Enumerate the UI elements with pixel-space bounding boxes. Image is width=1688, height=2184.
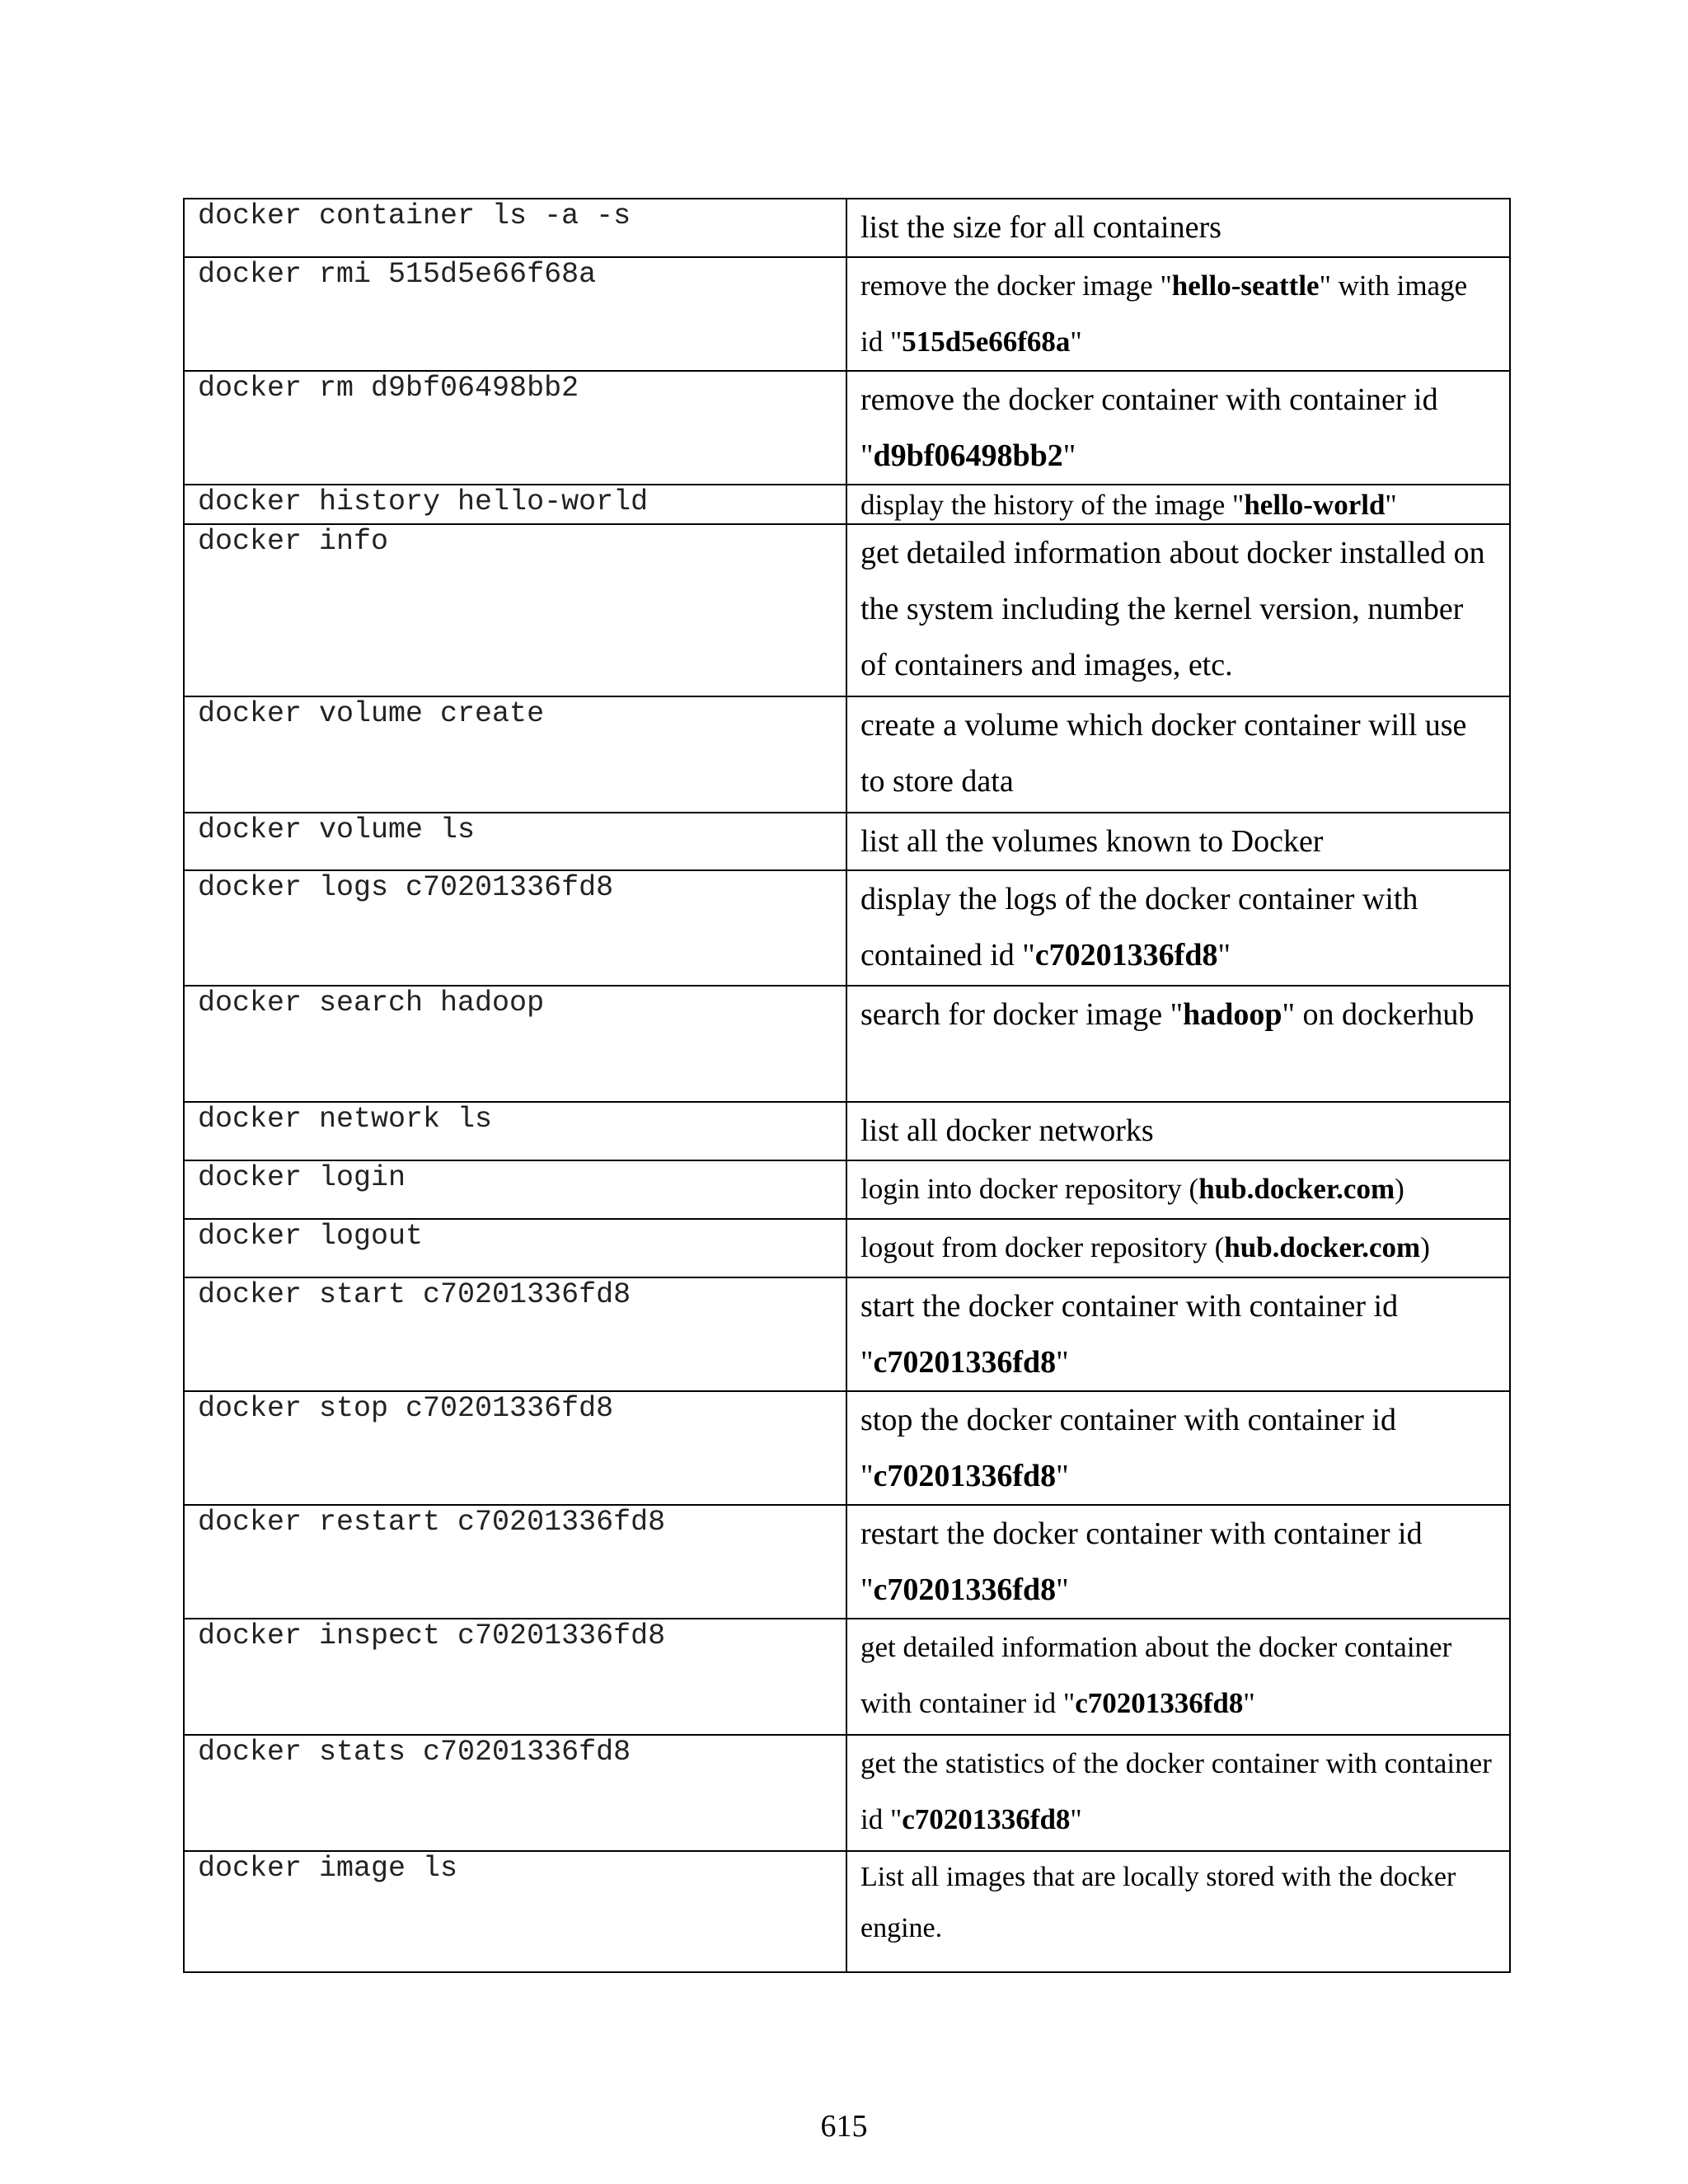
table-row	[184, 257, 1510, 371]
bold-identifier: c70201336fd8	[873, 1572, 1057, 1607]
description-text: )	[1395, 1173, 1404, 1205]
table-row	[184, 986, 1510, 1102]
description-text: logout from docker repository (	[860, 1231, 1225, 1263]
table-row	[184, 371, 1510, 485]
description-text: "	[1056, 1345, 1069, 1380]
description-cell	[846, 1102, 1510, 1160]
description-cell	[846, 485, 1510, 524]
command-cell: docker rmi 515d5e66f68a	[184, 257, 846, 371]
table-row	[184, 870, 1510, 986]
description-text: search for docker image "	[860, 997, 1184, 1032]
bold-identifier: d9bf06498bb2	[873, 438, 1063, 473]
description-text: "	[1062, 438, 1076, 473]
docker-commands-table	[183, 198, 1511, 1973]
description-text: List all images that are locally stored with the docker engine.	[860, 1862, 1456, 1943]
description-cell	[846, 1851, 1510, 1972]
description-text: display the history of the image "	[860, 489, 1245, 521]
table-row	[184, 199, 1510, 257]
bold-identifier: hello-world	[1244, 489, 1386, 521]
description-cell	[846, 1619, 1510, 1735]
description-cell	[846, 1160, 1510, 1219]
table-row	[184, 813, 1510, 870]
command-cell: docker start c70201336fd8	[184, 1277, 846, 1391]
command-cell: docker search hadoop	[184, 986, 846, 1102]
description-text: "	[1385, 489, 1397, 521]
description-text: "	[1056, 1459, 1069, 1493]
table-row	[184, 485, 1510, 524]
table-row	[184, 1160, 1510, 1219]
command-cell: docker stop c70201336fd8	[184, 1391, 846, 1505]
description-cell	[846, 696, 1510, 813]
table-row	[184, 1851, 1510, 1972]
description-cell	[846, 371, 1510, 485]
description-text: "	[1070, 1803, 1082, 1835]
bold-identifier: c70201336fd8	[1034, 938, 1218, 972]
bold-identifier: c70201336fd8	[873, 1459, 1057, 1493]
table-row	[184, 1505, 1510, 1619]
description-cell	[846, 1277, 1510, 1391]
description-cell	[846, 870, 1510, 986]
command-cell: docker inspect c70201336fd8	[184, 1619, 846, 1735]
description-cell	[846, 1391, 1510, 1505]
table-row	[184, 1735, 1510, 1851]
command-cell: docker stats c70201336fd8	[184, 1735, 846, 1851]
description-text: get the statistics of the docker container with container id "	[860, 1747, 1492, 1835]
description-text: display the logs of the docker container with contained id "	[860, 882, 1418, 972]
description-text: remove the docker image "	[860, 269, 1172, 302]
command-cell: docker login	[184, 1160, 846, 1219]
description-text: "	[1243, 1687, 1255, 1719]
description-cell	[846, 1735, 1510, 1851]
table-row	[184, 1391, 1510, 1505]
description-text: list the size for all containers	[860, 210, 1221, 245]
command-cell: docker logs c70201336fd8	[184, 870, 846, 986]
command-cell: docker volume ls	[184, 813, 846, 870]
description-text: )	[1420, 1231, 1430, 1263]
description-text: create a volume which docker container will use to store data	[860, 708, 1467, 799]
description-cell	[846, 1505, 1510, 1619]
command-cell: docker info	[184, 524, 846, 696]
description-cell	[846, 813, 1510, 870]
table-row	[184, 524, 1510, 696]
description-cell	[846, 257, 1510, 371]
command-cell: docker logout	[184, 1219, 846, 1277]
description-text: login into docker repository (	[860, 1173, 1199, 1205]
command-cell: docker rm d9bf06498bb2	[184, 371, 846, 485]
description-text: remove the docker container with container id "	[860, 382, 1438, 473]
description-text: restart the docker container with container id "	[860, 1516, 1423, 1607]
bold-identifier: hello-seattle	[1171, 269, 1320, 302]
description-text: " on dockerhub	[1282, 997, 1475, 1032]
bold-identifier: c70201336fd8	[873, 1345, 1057, 1380]
description-cell	[846, 1219, 1510, 1277]
bold-identifier: hadoop	[1183, 997, 1282, 1032]
table-row	[184, 1219, 1510, 1277]
bold-identifier: hub.docker.com	[1224, 1231, 1421, 1263]
bold-identifier: hub.docker.com	[1198, 1173, 1395, 1205]
description-cell	[846, 199, 1510, 257]
command-cell: docker volume create	[184, 696, 846, 813]
description-text: get detailed information about docker installed on the system including the kernel version, number of containers and images, etc.	[860, 536, 1485, 682]
description-text: "	[1070, 326, 1082, 358]
command-cell: docker image ls	[184, 1851, 846, 1972]
description-text: list all docker networks	[860, 1113, 1154, 1148]
bold-identifier: 515d5e66f68a	[902, 326, 1071, 358]
description-cell	[846, 986, 1510, 1102]
bold-identifier: c70201336fd8	[902, 1803, 1071, 1835]
description-text: get detailed information about the docker container with container id "	[860, 1631, 1452, 1719]
description-text: start the docker container with container id "	[860, 1289, 1399, 1380]
table-row	[184, 1102, 1510, 1160]
description-text: "	[1056, 1572, 1069, 1607]
table-row	[184, 696, 1510, 813]
command-cell: docker history hello-world	[184, 485, 846, 524]
description-text: list all the volumes known to Docker	[860, 824, 1324, 859]
table-row	[184, 1277, 1510, 1391]
description-text: " with image id "	[860, 269, 1468, 358]
description-cell	[846, 524, 1510, 696]
command-cell: docker network ls	[184, 1102, 846, 1160]
command-cell: docker restart c70201336fd8	[184, 1505, 846, 1619]
command-cell: docker container ls -a -s	[184, 199, 846, 257]
bold-identifier: c70201336fd8	[1075, 1687, 1244, 1719]
page-number: 615	[820, 2109, 868, 2144]
description-text: stop the docker container with container id "	[860, 1403, 1397, 1493]
table-row	[184, 1619, 1510, 1735]
description-text: "	[1217, 938, 1231, 972]
